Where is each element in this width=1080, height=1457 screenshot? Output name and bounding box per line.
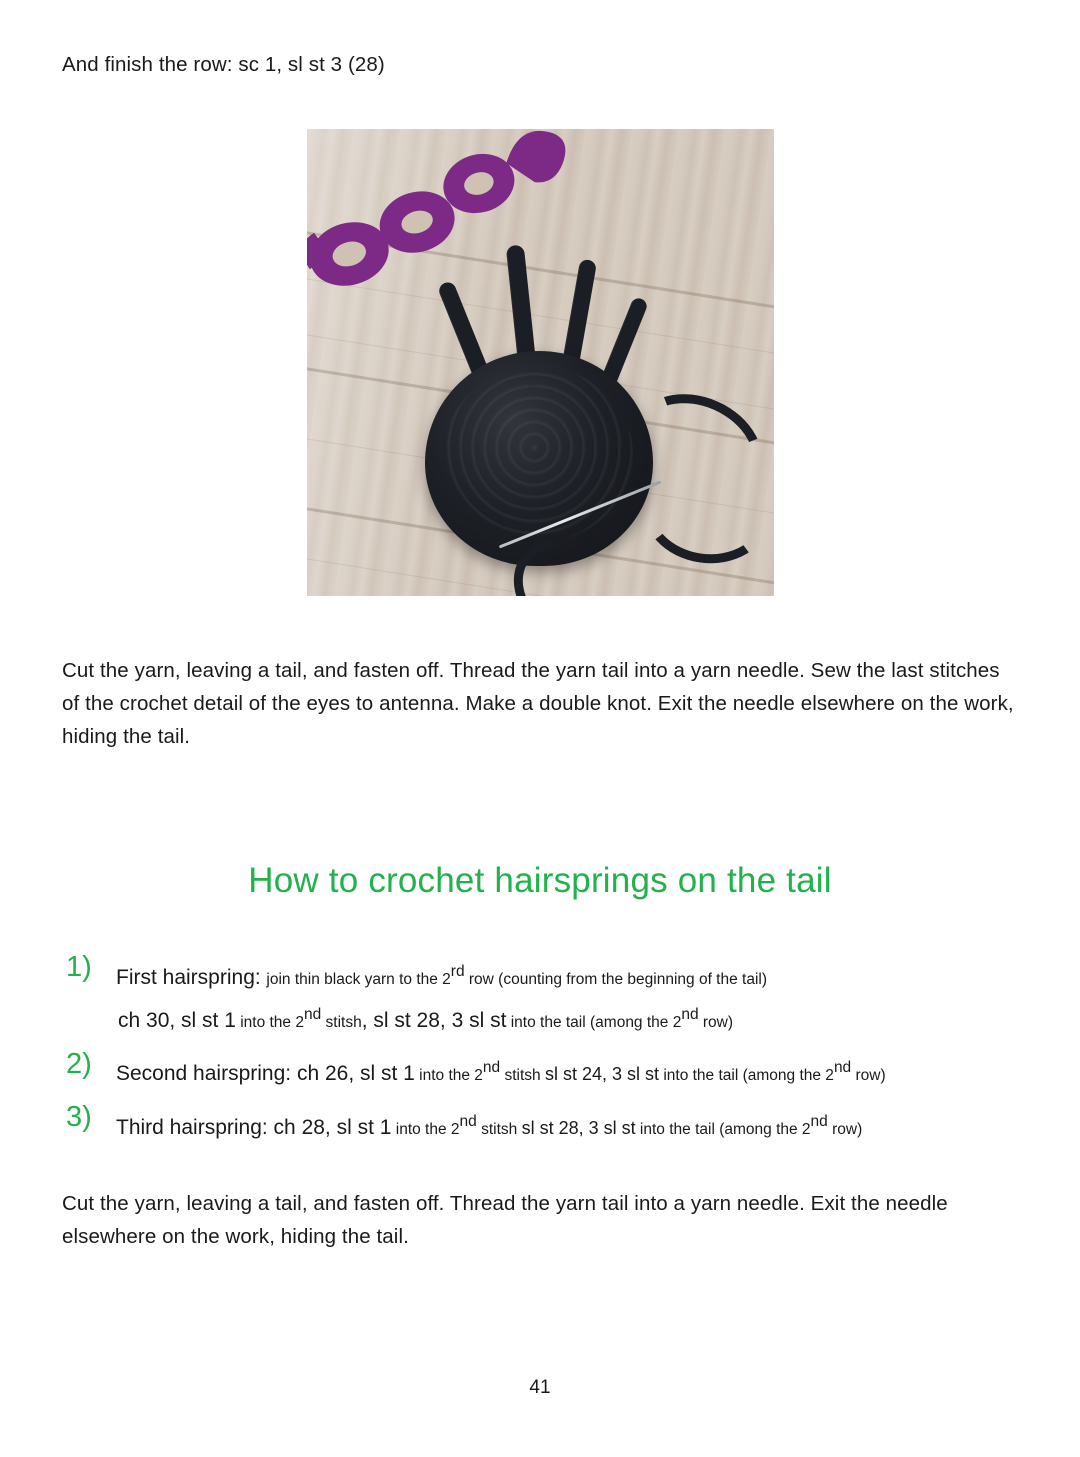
ordinal-suffix: rd xyxy=(450,963,465,980)
step-text xyxy=(116,1059,886,1086)
step-detail-f: row) xyxy=(698,1013,734,1031)
step-stitch-count: sl st 28, 3 sl st xyxy=(521,1118,636,1139)
step-detail-c: into the 2 xyxy=(235,1013,304,1031)
step-detail-a: join thin black yarn to the 2 xyxy=(266,970,451,988)
step-detail-b: stitsh xyxy=(500,1067,545,1085)
ordinal-suffix: nd xyxy=(482,1059,501,1077)
ordinal-suffix: nd xyxy=(833,1059,852,1077)
step-stitch-count-a: ch 30, sl st 1 xyxy=(118,1008,236,1032)
page-number: 41 xyxy=(529,1377,551,1398)
step-detail-d: row) xyxy=(827,1121,863,1139)
step-text xyxy=(116,963,1018,1038)
ordinal-suffix: nd xyxy=(303,1005,322,1023)
step-detail-e: into the tail (among the 2 xyxy=(506,1013,682,1031)
amigurumi-piece xyxy=(307,129,774,596)
crochet-head xyxy=(425,351,653,566)
list-item xyxy=(62,951,1018,1038)
paragraph-after-photo: Cut the yarn, leaving a tail, and fasten off. Thread the yarn tail into a yarn needle. Sew the last stitches of the crochet detail of the eyes to antenna. Make a double knot. Exit the needle elsewhere on the work, hiding the tail. xyxy=(62,659,1014,748)
section-title: How to crochet hairsprings on the tail xyxy=(248,861,832,900)
ordinal-suffix: nd xyxy=(681,1005,699,1023)
top-instruction-text: And finish the row: sc 1, sl st 3 (28) xyxy=(62,53,385,76)
step-second-line xyxy=(116,1000,1018,1038)
step-text xyxy=(116,1113,863,1140)
step-number: 3) xyxy=(66,1101,92,1134)
crochet-photo xyxy=(307,129,774,596)
step-detail-d: row) xyxy=(851,1067,886,1085)
step-detail-a: into the 2 xyxy=(414,1067,483,1085)
hairspring-steps-list xyxy=(62,951,1018,1145)
step-number: 1) xyxy=(66,951,92,983)
paragraph-final: Cut the yarn, leaving a tail, and fasten off. Thread the yarn tail into a yarn needle. Exit the needle elsewhere on the work, hiding the tail. xyxy=(62,1192,948,1249)
list-item xyxy=(62,1047,1018,1092)
step-detail-c: into the tail (among the 2 xyxy=(635,1121,811,1139)
ordinal-suffix: nd xyxy=(810,1113,828,1131)
step-lead: Second hairspring: ch 26, sl st 1 xyxy=(116,1062,415,1086)
step-lead: First hairspring: xyxy=(116,965,261,989)
step-detail-d: stitsh xyxy=(321,1013,362,1031)
step-detail-c: into the tail (among the 2 xyxy=(659,1067,834,1085)
step-detail-a: into the 2 xyxy=(391,1121,460,1139)
step-lead: Third hairspring: ch 28, sl st 1 xyxy=(116,1116,392,1140)
list-item xyxy=(62,1101,1018,1145)
photo-container xyxy=(62,129,1018,596)
ordinal-suffix: nd xyxy=(459,1113,477,1131)
step-stitch-count-b: , sl st 28, 3 sl st xyxy=(361,1008,507,1032)
step-detail-b: row (counting from the beginning of the tail) xyxy=(464,970,768,988)
step-stitch-count: sl st 24, 3 sl st xyxy=(544,1064,660,1085)
step-number: 2) xyxy=(66,1047,92,1080)
page-content xyxy=(62,48,1018,1253)
step-detail-b: stitsh xyxy=(476,1121,522,1139)
